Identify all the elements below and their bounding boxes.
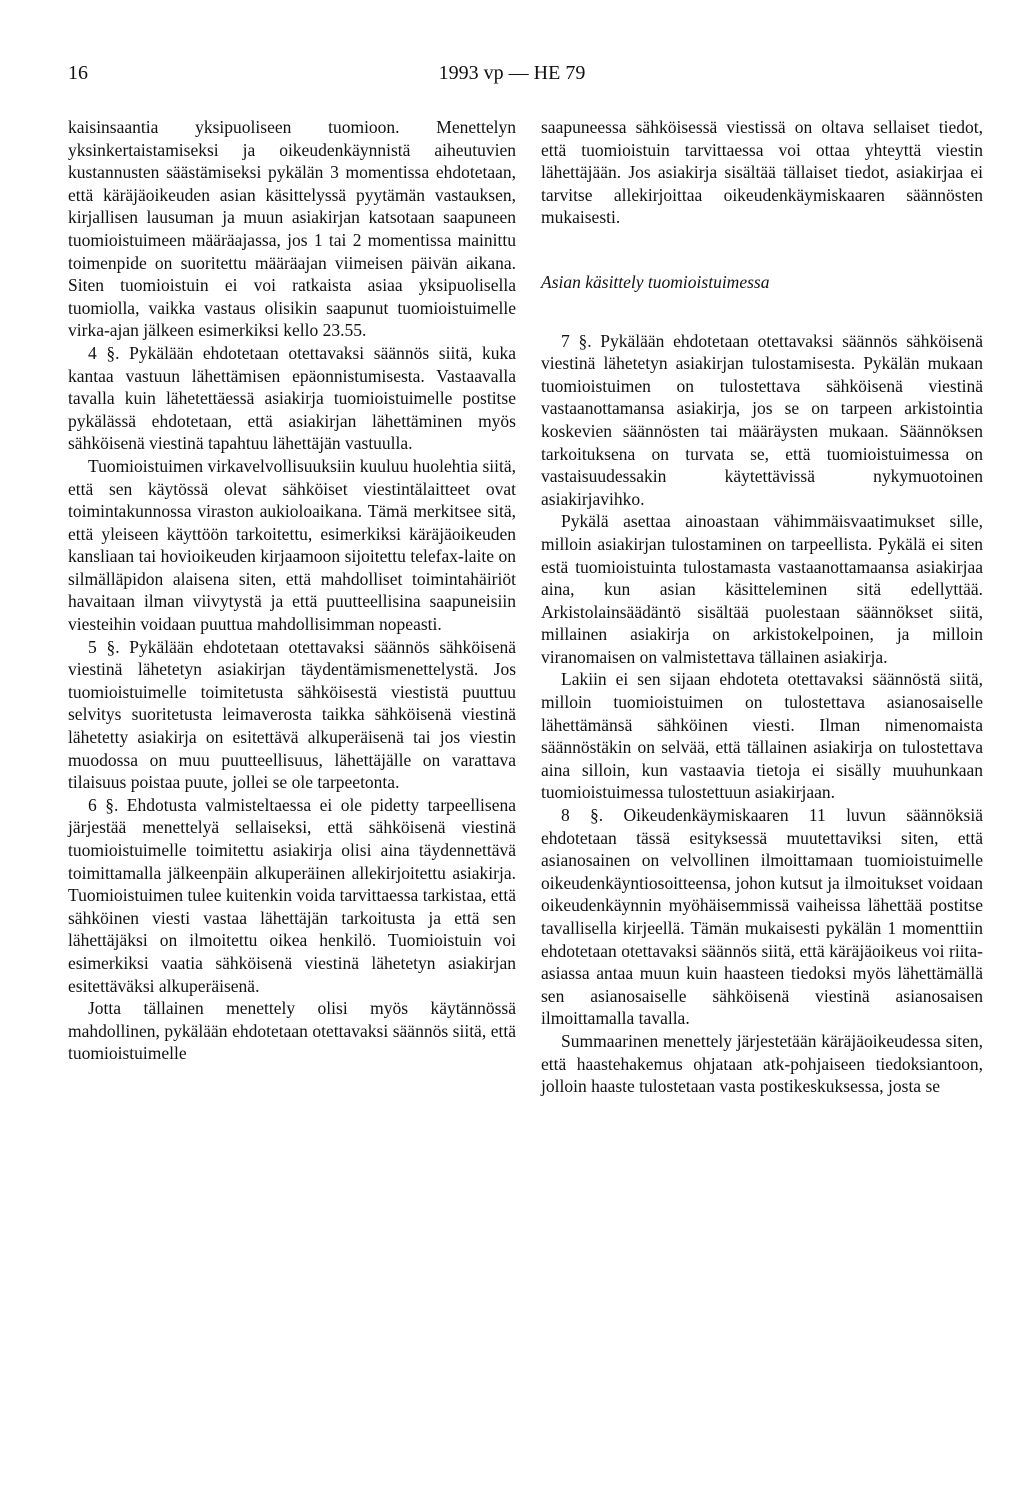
paragraph: Summaarinen menettely järjestetään käräjäoikeudessa siten, että haastehakemus ohjataan atk-pohjaiseen tiedoksiantoon, jolloin haaste tulostetaan vasta postikeskuksessa, josta se [541,1030,983,1097]
page-header [0,62,1024,92]
right-column [541,116,983,1098]
paragraph: Lakiin ei sen sijaan ehdoteta otettavaksi säännöstä siitä, milloin tuomioistuimen on tulostettava asianosaiselle lähettämänsä sähköinen viesti. Ilman nimenomaista säännöstäkin on selvää, että tällainen asiakirja on tulostettava aina silloin, kun vastaavia tietoja ei sisälly muuhunkaan tuomioistuimessa tulostettuun asiakirjaan. [541,669,983,803]
paragraph: Tuomioistuimen virkavelvollisuuksiin kuuluu huolehtia siitä, että sen käytössä olevat sähköiset viestintälaitteet ovat toimintakunnossa viraston aukioloaikana. Tämä merkitsee sitä, että yleiseen käyttöön tarkoitettu, esimerkiksi käräjäoikeuden kansliaan tai hovioikeuden kirjaamoon sijoitettu telefax-laite on silmälläpidon alaisena siten, että mahdolliset toimintahäiriöt havaitaan ilman viivytystä ja että puutteellisina saapuneisiin viesteihin voidaan puuttua mahdollisimman nopeasti. [68,455,516,635]
paragraph: 4 §. Pykälään ehdotetaan otettavaksi säännös siitä, kuka kantaa vastuun lähettämisen epäonnistumisesta. Vastaavalla tavalla kuin lähetettäessä asiakirja tuomioistuimelle postitse pykälässä ehdotetaan, että asiakirjan lähettäminen myös sähköisenä viestinä tapahtuu lähettäjän vastuulla. [68,342,516,454]
section-heading: Asian käsittely tuomioistuimessa [541,271,770,292]
left-column [68,116,516,1065]
paragraph: 5 §. Pykälään ehdotetaan otettavaksi säännös sähköisenä viestinä lähetetyn asiakirjan täydentämismenettelystä. Jos tuomioistuimelle toimitetusta sähköisestä viestistä puuttuu selvitys suoritetusta leimaverosta taikka sähköisenä viestinä lähetetty asiakirja on esitettävä alkuperäisenä tai jos viestin muodossa on muu puutteellisuus, lähettäjälle on varattava tilaisuus poistaa puute, jollei se ole tarpeetonta. [68,636,516,793]
paragraph: 8 §. Oikeudenkäymiskaaren 11 luvun säännöksiä ehdotetaan tässä esityksessä muutettaviksi siten, että asianosainen on velvollinen ilmoittamaan tuomioistuimelle oikeudenkäyntiosoitteensa, johon kutsut ja ilmoitukset voidaan oikeudenkäynnin myöhäisemmissä vaiheissa lähettää postitse tavallisella kirjeellä. Tämän mukaisesti pykälän 1 momenttiin ehdotetaan otettavaksi säännös siitä, että käräjäoikeus voi riita-asiassa antaa muun kuin haasteen tiedoksi myös lähettämällä sen asianosaiselle sähköisenä viestinä asianosaisen ilmoittamalla tavalla. [541,805,983,1029]
paragraph: kaisinsaantia yksipuoliseen tuomioon. Menettelyn yksinkertaistamiseksi ja oikeudenkäynnistä aiheutuvien kustannusten säästämiseksi pykälän 3 momentissa ehdotetaan, että käräjäoikeuden asian käsittelyssä pyytämän vastauksen, kirjallisen lausuman ja muun asiakirjan katsotaan saapuneen tuomioistuimeen määräajassa, jos 1 tai 2 momentissa mainittu toimenpide on suoritettu määräajan viimeisen päivän aikana. Siten tuomioistuin ei voi ratkaista asiaa yksipuolisella tuomiolla, vaikka vastaus olisikin saapunut tuomioistuimelle virka-ajan jälkeen esimerkiksi kello 23.55. [68,117,516,341]
paragraph: 7 §. Pykälään ehdotetaan otettavaksi säännös sähköisenä viestinä lähetetyn asiakirjan tulostamisesta. Pykälän mukaan tuomioistuimen on tulostettava sähköisenä viestinä vastaanottamansa asiakirja, jos se on tarpeen arkistointia koskevien säännösten tai määräysten mukaan. Säännöksen tarkoituksena on turvata se, että tuomioistuimessa on vastaisuudessakin käytettävissä nykymuotoinen asiakirjavihko. [541,330,983,509]
paragraph: Jotta tällainen menettely olisi myös käytännössä mahdollinen, pykälään ehdotetaan otettavaksi säännös siitä, että tuomioistuimelle [68,998,516,1064]
running-head: 1993 vp — HE 79 [438,62,586,84]
paragraph: Pykälä asettaa ainoastaan vähimmäisvaatimukset sille, milloin asiakirjan tulostaminen on tarpeellista. Pykälä ei siten estä tuomioistuinta tulostamasta vastaanottamaansa asiakirjaa aina, kun asian käsitteleminen sitä edellyttää. Arkistolainsäädäntö sisältää puolestaan säännökset siitä, millainen asiakirja on arkistokelpoinen, ja milloin viranomaisen on valmistettava tällainen asiakirja. [541,511,983,667]
page-number: 16 [68,62,88,84]
paragraph: saapuneessa sähköisessä viestissä on oltava sellaiset tiedot, että tuomioistuin tarvittaessa voi ottaa yhteyttä viestin lähettäjään. Jos asiakirja sisältää tällaiset tiedot, asiakirjaa ei tarvitse allekirjoittaa oikeudenkäymiskaaren säännösten mukaisesti. [541,117,983,228]
paragraph: 6 §. Ehdotusta valmisteltaessa ei ole pidetty tarpeellisena järjestää menettelyä sellaiseksi, että sähköisenä viestinä tuomioistuimelle toimitettu asiakirja olisi aina täydennettävä toimittamalla jälkeenpäin alkuperäinen allekirjoitettu asiakirja. Tuomioistuimen tulee kuitenkin voida tarvittaessa tarkistaa, että sähköinen viesti vastaa lähettäjän tarkoitusta ja että sen lähettäjäksi on ilmoitettu oikea henkilö. Tuomioistuin voi esimerkiksi vaatia sähköisenä viestinä lähetetyn asiakirjan esitettäväksi alkuperäisenä. [68,794,516,996]
